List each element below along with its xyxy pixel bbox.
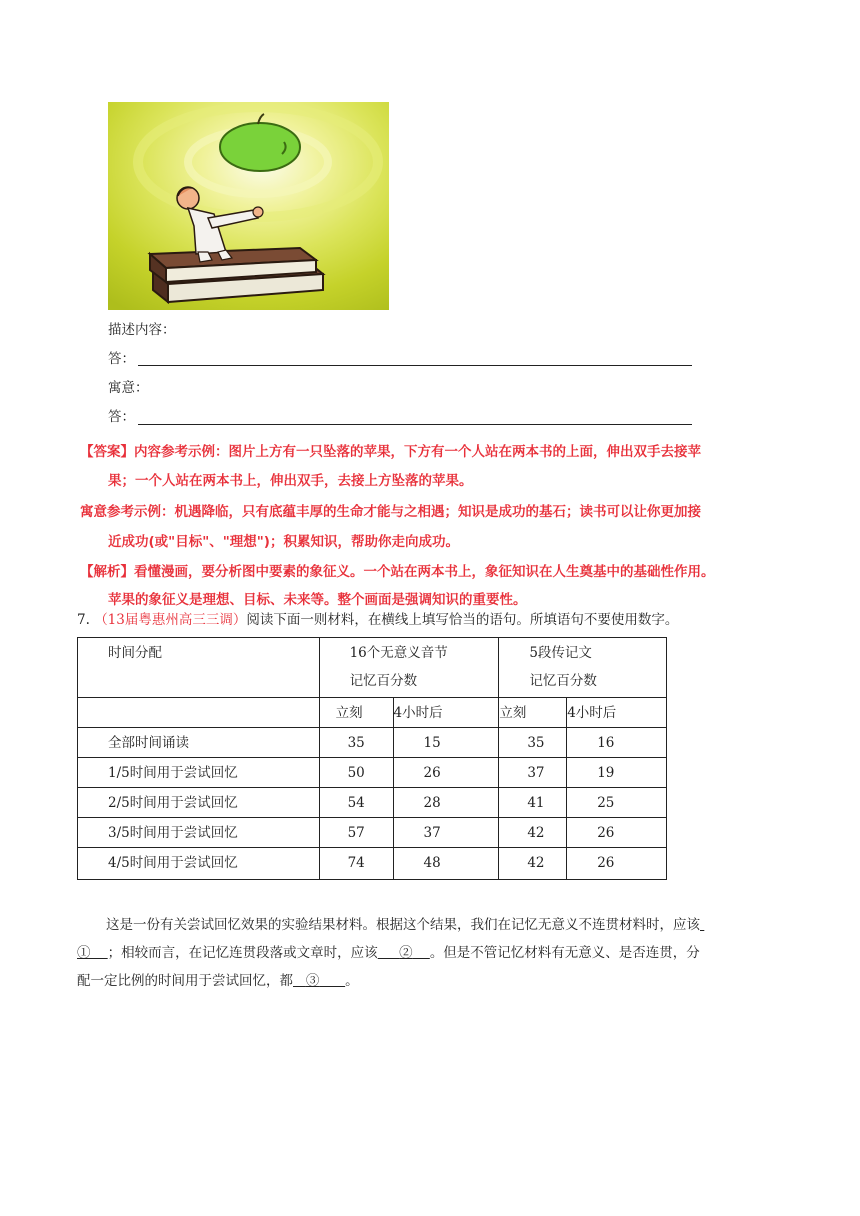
analysis-line1: 【解析】看懂漫画，要分析图中要素的象征义。一个站在两本书上，象征知识在人生奠基中的基础性作用。 — [80, 564, 715, 580]
subheader-cell: 立刻 — [319, 698, 393, 728]
table-row: 全部时间诵读 35 15 35 16 — [78, 728, 667, 758]
table-row: 4/5时间用于尝试回忆 74 48 42 26 — [78, 848, 667, 880]
meaning-label: 寓意： — [108, 380, 149, 396]
paragraph-line-1: 这是一份有关尝试回忆效果的实验结果材料。根据这个结果，我们在记忆无意义不连贯材料时，应该 — [106, 917, 700, 933]
header-group-2: 5段传记文 记忆百分数 — [499, 638, 667, 698]
answer-line3: 寓意参考示例：机遇降临，只有底蕴丰厚的生命才能与之相遇；知识是成功的基石；读书可以让你更加接 — [80, 504, 701, 520]
answer-line4: 近成功(或"目标"、"理想")；积累知识，帮助你走向成功。 — [108, 534, 459, 550]
header-cell: 时间分配 — [78, 638, 320, 698]
subheader-cell: 4小时后 — [393, 698, 499, 728]
describe-label: 描述内容： — [108, 322, 176, 338]
question-7 — [77, 610, 678, 630]
paragraph-line-2: ① ；相较而言，在记忆连贯段落或文章时，应该 ② 。但是不管记忆材料有无意义、是否连贯，分 — [77, 945, 700, 961]
answer-line-1[interactable] — [138, 365, 692, 366]
table-header-row — [78, 638, 667, 698]
answer-label-1: 答： — [108, 351, 135, 367]
subheader-cell: 立刻 — [499, 698, 567, 728]
subheader-cell: 4小时后 — [567, 698, 667, 728]
blank-3[interactable]: ③ — [305, 973, 320, 989]
question-instruction: 阅读下面一则材料，在横线上填写恰当的语句。所填语句不要使用数字。 — [246, 612, 679, 628]
apple-falling-on-man-on-books-icon — [108, 102, 389, 310]
answer-label-2: 答： — [108, 409, 135, 425]
table-row: 3/5时间用于尝试回忆 57 37 42 26 — [78, 818, 667, 848]
table-row: 2/5时间用于尝试回忆 54 28 41 25 — [78, 788, 667, 818]
memory-results-table — [77, 637, 667, 880]
answer-line1: 【答案】内容参考示例：图片上方有一只坠落的苹果，下方有一个人站在两本书的上面，伸出双手去接苹 — [80, 444, 701, 460]
header-group-1: 16个无意义音节 记忆百分数 — [319, 638, 499, 698]
table-subheader-row — [78, 698, 667, 728]
blank-1[interactable]: ① — [77, 945, 91, 961]
answer-line2: 果；一个人站在两本书上，伸出双手，去接上方坠落的苹果。 — [108, 473, 473, 489]
answer-line-2[interactable] — [138, 424, 692, 425]
question-number: 7. — [77, 612, 90, 628]
blank-2[interactable]: ② — [399, 945, 413, 961]
paragraph-line-3: 配一定比例的时间用于尝试回忆，都 ③ 。 — [77, 973, 359, 989]
question-source: （13届粤惠州高三三调） — [94, 612, 247, 628]
table-row: 1/5时间用于尝试回忆 50 26 37 19 — [78, 758, 667, 788]
analysis-line2: 苹果的象征义是理想、目标、未来等。整个画面是强调知识的重要性。 — [108, 592, 527, 608]
